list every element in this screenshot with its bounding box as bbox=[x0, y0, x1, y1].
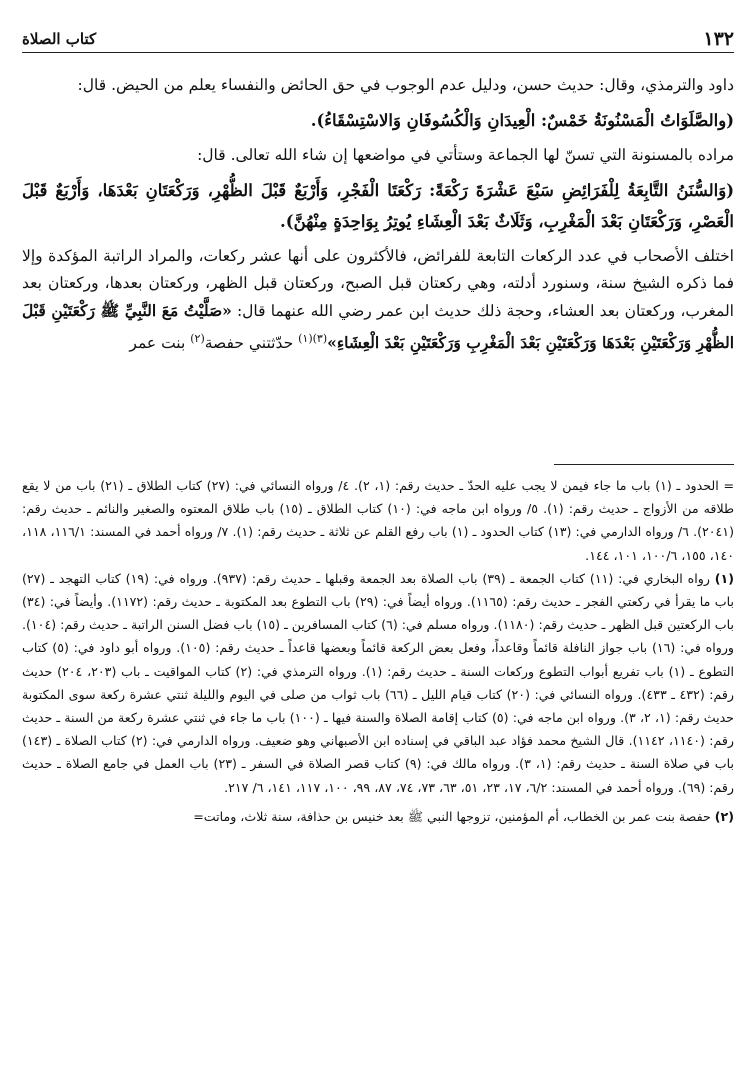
footnote-2 bbox=[22, 805, 734, 828]
hadith-text: «صَلَّيْتُ مَعَ النَّبِيِّ ﷺ رَكْعَتَيْنِ قَبْلَ الظُّهْرِ وَرَكْعَتَيْنِ بَعْدَهَا وَرَكْعَتَيْنِ بَعْدَ الْمَغْرِبِ وَرَكْعَتَيْنِ بَعْدَ الْعِشَاءِ» bbox=[22, 301, 734, 353]
footnote-1-text: رواه البخاري في: (١١) كتاب الجمعة ـ (٣٩) باب الصلاة بعد الجمعة وقبلها ـ حديث رقم: (٩٣٧). ورواه في: (١٩) كتاب التهجد ـ (٢٧) باب ما يقرأ في ركعتي الفجر ـ حديث رقم: (١١٦٥). ورواه أيضاً في: (٢٩) باب التطوع بعد المكتوبة ـ حديث رقم: (١١٧٢). وأيضاً في: (٣٤) باب الركعتين قبل الظهر ـ حديث رقم: (١١٨٠). ورواه مسلم في: (٦) كتاب المسافرين ـ (١٥) باب فضل السنن الراتبة ـ حديث رقم: (١٠٤). ورواه في: (١٦) باب جواز النافلة قائماً وقاعداً، وفعل بعض الركعة قائماً وبعضها قاعداً ـ حديث رقم: (١٠٥). ورواه أبو داود في: (٥) كتاب التطوع ـ (١) باب تفريع أبواب التطوع وركعات السنة ـ حديث رقم: (١). ورواه الترمذي في: (٢) كتاب المواقيت ـ باب (٢٠٣، ٢٠٤) حديث رقم: (٤٣٢ ـ ٤٣٣). ورواه النسائي في: (٢٠) كتاب قيام الليل ـ (٦٦) باب ثواب من صلى في اليوم والليلة ثنتي عشرة ركعة سوى المكتوبة حديث رقم: (١، ٢، ٣). ورواه ابن ماجه في: (٥) كتاب إقامة الصلاة والسنة فيها ـ (١٠٠) باب ما جاء في ثنتي عشرة ركعة من السنة ـ حديث رقم: (١١٤٠، ١١٤٢). قال الشيخ محمد فؤاد عبد الباقي في إسناده ابن الأصبهاني وهو ضعيف. ورواه الدارمي في: (٢) كتاب الصلاة ـ (١٤٣) باب في صلاة السنة ـ حديث رقم: (١، ٣). ورواه مالك في: (٩) كتاب قصر الصلاة في السفر ـ (٢٣) باب العمل في جامع الصلاة ـ حديث رقم: (٦٩). ورواه أحمد في المسند: ٦/٢، ١٧، ٢٣، ٥١، ٦٣، ٧٣، ٧٤، ٨٧، ٩٩، ١٠٠، ١١٧، ١٤١، ٦/ ٢١٧. bbox=[22, 570, 735, 795]
intro-paragraph: داود والترمذي، وقال: حديث حسن، ودليل عدم الوجوب في حق الحائض والنفساء يعلم من الحيض. قال: bbox=[77, 76, 734, 94]
matn-sunan-rawatib: (وَالسُّنَنُ التَّابِعَةُ لِلْفَرَائِضِ سَبْعَ عَشْرَةَ رَكْعَةً: رَكْعَتَا الْفَجْرِ، وَأَرْبَعٌ قَبْلَ الظُّهْرِ، وَرَكْعَتَانِ بَعْدَهَا، وَأَرْبَعٌ قَبْلَ الْعَصْرِ، وَرَكْعَتَانِ بَعْدَ الْمَغْرِبِ، وَثَلَاثٌ بَعْدَ الْعِشَاءِ يُوتِرُ بِوَاحِدَةٍ مِنْهُنَّ). bbox=[22, 181, 734, 231]
margin-ref: (٣) bbox=[312, 332, 328, 345]
footnote-2-mark: (٢) bbox=[714, 808, 734, 824]
explanation-paragraph: مراده بالمسنونة التي تسنّ لها الجماعة وستأتي في مواضعها إن شاء الله تعالى. قال: bbox=[197, 146, 734, 164]
footnote-divider bbox=[554, 464, 734, 465]
hadith-ref: (١) bbox=[298, 332, 313, 345]
footnote-1-mark: (١) bbox=[714, 570, 734, 586]
footnotes bbox=[22, 474, 734, 828]
footnote-2-text: حفصة بنت عمر بن الخطاب، أم المؤمنين، تزوجها النبي ﷺ بعد خنيس بن حذافة، سنة ثلاث، وماتت= bbox=[193, 808, 711, 824]
continuation-end: بنت عمر bbox=[129, 334, 186, 353]
running-head bbox=[22, 22, 734, 53]
footnote-1 bbox=[22, 567, 734, 799]
continuation-text: حدّثتني حفصة bbox=[204, 334, 294, 353]
commentary-paragraph bbox=[22, 243, 734, 357]
continuation-ref: (٢) bbox=[190, 332, 205, 345]
page-number: ١٣٢ bbox=[703, 28, 734, 50]
main-text bbox=[22, 72, 734, 363]
commentary-text: اختلف الأصحاب في عدد الركعات التابعة للفرائض، فالأكثرون على أنها عشر ركعات، والمراد الراتبة المؤكدة وإلا فما ذكره الشيخ سنة، وسنورد أدلته، وهي ركعتان قبل الصبح، وركعتان قبل الظهر، وركعتان بعدها، وركعتان بعد المغرب، وركعتان بعد العشاء، وحجة ذلك حديث ابن عمر رضي الله عنهما قال: bbox=[22, 247, 734, 320]
matn-prayers-sunnah: (والصَّلَوَاتُ الْمَسْنُونَةُ خَمْسٌ: الْعِيدَانِ وَالْكُسُوفَانِ وَالاسْتِسْقَاءُ). bbox=[310, 111, 734, 130]
footnote-carryover: = الحدود ـ (١) باب ما جاء فيمن لا يجب عليه الحدّ ـ حديث رقم: (١، ٢). ٤/ ورواه النسائي في: (٢٧) كتاب الطلاق ـ (٢١) باب من لا يقع طلاقه من الأزواج ـ حديث رقم: (١). ٥/ ورواه ابن ماجه في: (١٠) كتاب الطلاق ـ (١٥) باب طلاق المعتوه والصغير والنائم ـ حديث رقم: (٢٠٤١). ٦/ ورواه الدارمي في: (١٣) كتاب الحدود ـ (١) باب رفع القلم عن ثلاثة ـ حديث رقم: (١). ٧/ ورواه أحمد في المسند: ١١٦/١، ١١٨، ١٤٠، ١٥٥، ١٠٠/٦، ١٠١، ١٤٤. bbox=[22, 478, 734, 563]
book-title: كتاب الصلاة bbox=[22, 30, 97, 48]
book-page bbox=[22, 14, 734, 1074]
